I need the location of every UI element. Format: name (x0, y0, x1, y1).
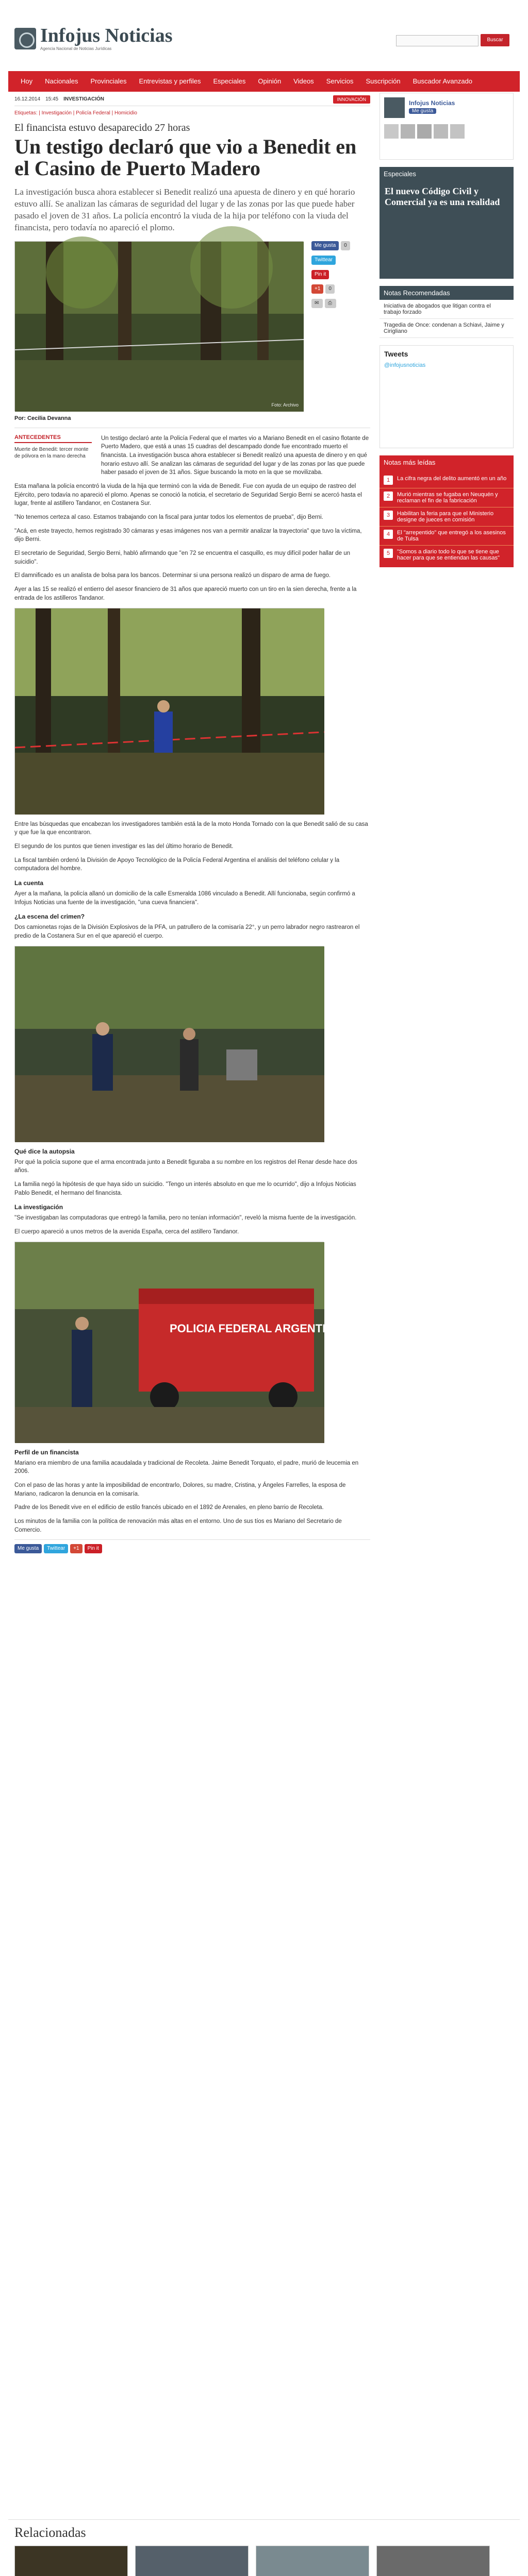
related-section (8, 2519, 520, 2576)
article-author: Por: Cecilia Devanna (14, 411, 370, 428)
article-paragraph: Dos camionetas rojas de la División Explosivos de la PFA, un patrullero de la comisaría 22°, y un perro labrador negro rastrearon el predio de la Costanera Sur en el que apareció el cuerpo. (14, 924, 360, 939)
subhead-autopsia: Qué dice la autopsia (14, 1147, 75, 1155)
especiales-feature[interactable]: El nuevo Código Civil y Comercial ya es una realidad (380, 181, 514, 279)
tweets-box (380, 345, 514, 448)
especiales-box (380, 167, 514, 279)
sidebar (380, 93, 514, 574)
article-meta (14, 93, 370, 106)
article-paragraph: Mariano era miembro de una familia acaudalada y tradicional de Recoleta. Jaime Benedit Torquato, el padre, murió de leucemia en 2006. (14, 1460, 359, 1475)
lead-photo (14, 241, 303, 411)
most-read-number: 4 (384, 530, 393, 539)
search-button[interactable]: Buscar (481, 34, 509, 46)
article-date: 16.12.2014 (14, 96, 41, 102)
most-read-item[interactable] (380, 507, 514, 527)
police-truck-photo (14, 1242, 342, 1443)
fan-avatar (450, 124, 465, 139)
most-read-number: 2 (384, 492, 393, 501)
subhead-escena: ¿La escena del crimen? (14, 913, 85, 921)
related-card[interactable] (14, 2546, 128, 2576)
bottom-share-row (14, 1539, 370, 1553)
share-column (311, 241, 368, 411)
antecedentes-link[interactable]: Muerte de Benedit: tercer monte de pólvora en la mano derecha (14, 446, 89, 459)
most-read-text: "Somos a diario todo lo que se tiene que hacer para que se entiendan las causas" (397, 549, 500, 561)
bottom-facebook-button[interactable]: Me gusta (14, 1544, 42, 1553)
article-intro (101, 434, 370, 482)
article-paragraph: Un testigo declaró ante la Policía Federal que el martes vio a Mariano Benedit en el casino flotante de Puerto Madero, que está a unas 15 cuadras del descampado donde fue encontrado muerto el financista. La investigación busca ahora establecer si Benedit realizó una apuesta de dinero y en qué horario estuvo allí. Se analizan las cámaras de seguridad del lugar y de las zonas por las que puede haber pasado el joven de 31 años. Sigue buscando la moto en la que se movilizaba. (101, 435, 369, 476)
most-read-text: Murió mientras se fugaba en Neuquén y reclaman el fin de la fabricación (397, 492, 498, 504)
facebook-page-avatar (384, 97, 405, 118)
especiales-title: Especiales (380, 167, 514, 181)
recomendada-text: Tragedia de Once: condenan a Schiavi, Jaime y Cirigliano (384, 322, 504, 334)
article-paragraph: Esta mañana la policía encontró la viuda de la hija que terminó con la vida de Benedit. Fue con ayuda de un equipo de rastreo del Ejército, pero todavía no apareció el plomo. Apenas se conoció la noticia, el secretario de Seguridad Sergio Berni se acercó hasta el lugar, frente al astillero Tandanor, en Costanera Sur. (14, 483, 362, 507)
section-badge[interactable]: INNOVACIÓN (333, 95, 370, 104)
nav-item-especiales[interactable]: Especiales (213, 77, 246, 85)
nav-item-hoy[interactable]: Hoy (21, 77, 33, 85)
article-headline: Un testigo declaró que vio a Benedit en el Casino de Puerto Madero (14, 135, 357, 180)
article-kicker: El financista estuvo desaparecido 27 horas (14, 122, 190, 133)
related-card[interactable] (256, 2546, 369, 2576)
bottom-twitter-button[interactable]: Twittear (44, 1544, 68, 1553)
most-read-number: 1 (384, 476, 393, 485)
nav-item-nacionales[interactable]: Nacionales (45, 77, 78, 85)
recomendada-item[interactable] (380, 300, 514, 319)
nav-item-suscripcion[interactable]: Suscripción (366, 77, 401, 85)
most-read-text: La cifra negra del delito aumentó en un año (397, 476, 507, 482)
most-read-text: Habilitan la feria para que el Ministerio designe de jueces en comisión (397, 511, 494, 523)
photo-credit: Foto: Archivo (271, 402, 299, 408)
article-paragraph: Entre las búsquedas que encabezan los investigadores también está la de la moto Honda Tornado con la que Benedit salió de su casa y que fue la que encontraron. (14, 821, 368, 836)
share-row-2 (311, 256, 368, 265)
investigators-photo (14, 946, 324, 1142)
related-card[interactable] (376, 2546, 490, 2576)
most-read-list (380, 469, 514, 567)
twitter-button[interactable]: Twittear (311, 256, 336, 265)
nav-item-provinciales[interactable]: Provinciales (90, 77, 127, 85)
related-image (14, 2546, 128, 2576)
recomendada-text: Iniciativa de abogados que litigan contra el trabajo forzado (384, 303, 491, 315)
tweets-title: Tweets (384, 350, 408, 358)
facebook-widget-header (384, 97, 509, 118)
article-paragraph: El secretario de Seguridad, Sergio Berni, habló afirmando que "en 72 se encuentra el casquillo, es muy difícil poder hallar de un suicidio". (14, 550, 351, 565)
most-read-item[interactable] (380, 472, 514, 488)
breadcrumb[interactable]: Etiquetas: | Investigación | Policía Federal | Homicidio (14, 110, 137, 116)
article-paragraph: El segundo de los puntos que tienen investigar es las del último horario de Benedit. (14, 843, 234, 850)
print-icon[interactable]: ⎙ (325, 299, 336, 308)
share-row-3 (311, 270, 368, 279)
site-header (8, 0, 520, 71)
article-paragraph: "Se investigaban las computadoras que entregó la familia, pero no tenían información", reveló la misma fuente de la investigación. (14, 1215, 357, 1222)
most-read-item[interactable] (380, 488, 514, 507)
email-icon[interactable]: ✉ (311, 299, 323, 308)
article-column (14, 93, 370, 1558)
article-paragraph: Los minutos de la familia con la política de renovación más altas en el entorno. Uno de sus tíos es Mariano del Secretario de Comercio. (14, 1518, 342, 1533)
article-paragraph: "Acá, en este trayecto, hemos registrado 30 cámaras y esas imágenes nos van a permitir analizar la trayectoria" que tuvo la víctima, dijo Berni. (14, 528, 362, 543)
article-time: 15:45 (45, 96, 59, 102)
most-read-title: Notas más leídas (380, 455, 514, 469)
share-row-4 (311, 284, 368, 294)
nav-item-opinion[interactable]: Opinión (258, 77, 282, 85)
subhead-la-cuenta: La cuenta (14, 879, 44, 887)
share-row-1 (311, 241, 368, 250)
site-name: Infojus Noticias (40, 25, 173, 46)
investigators-image (15, 946, 324, 1142)
facebook-fans (384, 124, 509, 139)
article-paragraph: Por qué la policía supone que el arma encontrada junto a Benedit figuraba a su nombre en los registros del Renar desde hace dos años. (14, 1159, 357, 1174)
antecedentes-box (14, 434, 92, 482)
facebook-like-button[interactable]: Me gusta (311, 241, 339, 250)
crime-scene-image (15, 608, 324, 815)
related-grid (8, 2546, 520, 2576)
svg-text:POLICIA FEDERAL ARGENTINA: POLICIA FEDERAL ARGENTINA (170, 1321, 342, 1335)
most-read-item[interactable] (380, 527, 514, 546)
lead-photo-block (14, 241, 370, 411)
article-paragraph: Ayer a la mañana, la policía allanó un domicilio de la calle Esmeralda 1086 vinculado a Benedit. Allí funcionaba, según confirmó a Infojus Noticias una fuente de la investigación, "una cueva financiera". (14, 890, 355, 906)
facebook-page-like[interactable]: Me gusta (409, 108, 436, 114)
article-paragraph: Padre de los Benedit vive en el edificio de estilo francés ubicado en el 1892 de Arenales, en pleno barrio de Recoleta. (14, 1504, 324, 1511)
article-section[interactable]: INVESTIGACIÓN (63, 96, 104, 102)
nav-item-servicios[interactable]: Servicios (326, 77, 354, 85)
fan-avatar (401, 124, 415, 139)
most-read-box (380, 455, 514, 567)
facebook-widget (380, 93, 514, 160)
related-image (376, 2546, 490, 2576)
article-lede: La investigación busca ahora establecer si Benedit realizó una apuesta de dinero y en qué horario estuvo allí. Se analizan las cámaras de seguridad del lugar y de las zonas por las que puede haber pasado el joven de 31 años. La policía encontró la viuda de la hija por teléfono con la viuda del financista, pero todavía no apareció el plomo. (14, 187, 355, 232)
search-input[interactable] (396, 35, 478, 46)
crime-scene-photo (14, 608, 324, 814)
nav-item-buscador[interactable]: Buscador Avanzado (412, 77, 473, 85)
facebook-page-name[interactable]: Infojus Noticias (409, 99, 455, 107)
bottom-google-button[interactable]: +1 (70, 1544, 82, 1553)
article-paragraph: Ayer a las 15 se realizó el entierro del asesor financiero de 31 años que apareció muerto con un tiro en la sien derecha, frente a la entrada de los astilleros Tandanor. (14, 586, 357, 601)
logo-icon (14, 28, 36, 49)
bottom-pinterest-button[interactable]: Pin it (85, 1544, 102, 1553)
google-plus-button[interactable]: +1 (311, 284, 323, 294)
google-count: 0 (325, 284, 335, 294)
tweets-handle[interactable]: @infojusnoticias (384, 362, 426, 368)
antecedentes-block (14, 434, 370, 482)
fan-avatar (434, 124, 448, 139)
recomendada-item[interactable] (380, 319, 514, 338)
article-paragraph: El damnificado es un analista de bolsa para los bancos. Determinar si una persona realizó un disparo de arma de fuego. (14, 572, 331, 579)
site-tagline: Agencia Nacional de Noticias Jurídicas (40, 46, 112, 51)
article-paragraph: La fiscal también ordenó la División de Apoyo Tecnológico de la Policía Federal Argentina el análisis del teléfono celular y la computadora del hombre. (14, 857, 340, 872)
site-logo[interactable] (14, 26, 173, 51)
most-read-item[interactable] (380, 546, 514, 564)
article-paragraph: La familia negó la hipótesis de que haya sido un suicidio. "Tengo un interés absoluto en que me lo ocurrido", dijo a Infojus Noticias Pablo Benedit, el hermano del financista. (14, 1181, 356, 1196)
recomendadas-box (380, 286, 514, 338)
subhead-investigacion: La investigación (14, 1204, 63, 1211)
most-read-text: El "arrepentido" que entregó a los asesinos de Tulsa (397, 530, 506, 542)
subhead-perfil: Perfil de un financista (14, 1448, 79, 1456)
forest-scene-image (15, 242, 304, 412)
most-read-number: 3 (384, 511, 393, 520)
fan-avatar (417, 124, 432, 139)
article-paragraph: Con el paso de las horas y ante la imposibilidad de encontrarlo, Dolores, su madre, Cristina, y Ángeles Farrelles, la esposa de Mariano, radicaron la denuncia en la comisaría. (14, 1482, 346, 1497)
related-title: Relacionadas (14, 2525, 86, 2540)
most-read-number: 5 (384, 549, 393, 558)
nav-item-entrevistas[interactable]: Entrevistas y perfiles (139, 77, 201, 85)
recomendadas-title: Notas Recomendadas (380, 286, 514, 300)
main-nav (8, 71, 520, 92)
share-row-5 (311, 299, 368, 308)
pinterest-button[interactable]: Pin it (311, 270, 329, 279)
police-truck-image (15, 1242, 342, 1443)
facebook-count: 0 (341, 241, 350, 250)
nav-item-videos[interactable]: Videos (293, 77, 314, 85)
article-paragraph: "No tenemos certeza al caso. Estamos trabajando con la fiscal para juntar todos los elementos de prueba", dijo Berni. (14, 514, 323, 521)
related-image (135, 2546, 249, 2576)
related-card[interactable] (135, 2546, 249, 2576)
article-paragraph: El cuerpo apareció a unos metros de la avenida España, cerca del astillero Tandanor. (14, 1228, 239, 1235)
fan-avatar (384, 124, 399, 139)
related-image (256, 2546, 369, 2576)
antecedentes-title: ANTECEDENTES (14, 434, 92, 443)
